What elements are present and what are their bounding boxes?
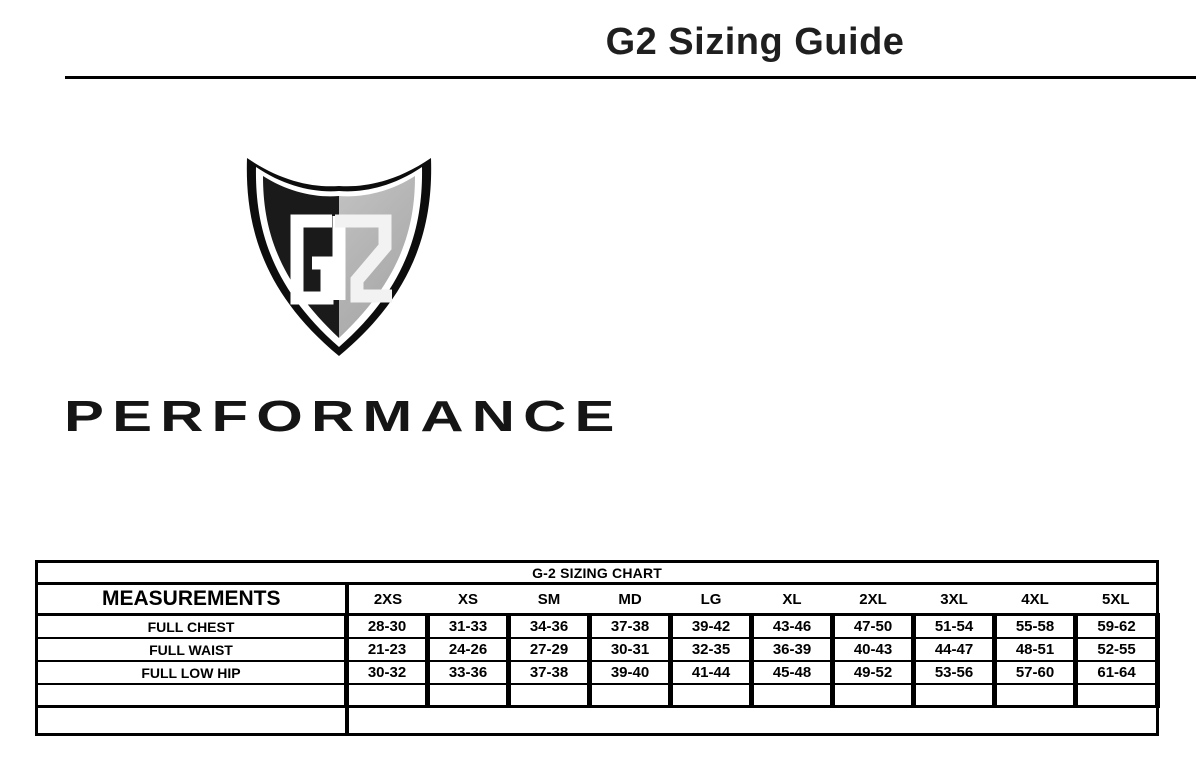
size-value: 59-62 — [1076, 615, 1158, 639]
header-divider — [65, 76, 1196, 79]
size-value: 57-60 — [995, 661, 1076, 684]
footer-empty-cell — [347, 707, 1158, 735]
column-header-size: 5XL — [1076, 584, 1158, 615]
size-value: 39-42 — [671, 615, 752, 639]
column-header-measurements: MEASUREMENTS — [37, 584, 347, 615]
column-header-size: 2XL — [833, 584, 914, 615]
column-header-size: XL — [752, 584, 833, 615]
size-value: 30-32 — [347, 661, 428, 684]
size-value: 34-36 — [509, 615, 590, 639]
size-value: 47-50 — [833, 615, 914, 639]
size-value: 39-40 — [590, 661, 671, 684]
table-title: G-2 SIZING CHART — [37, 562, 1158, 584]
row-label-empty — [37, 707, 347, 735]
column-header-size: XS — [428, 584, 509, 615]
column-header-size: LG — [671, 584, 752, 615]
column-header-size: MD — [590, 584, 671, 615]
size-value: 43-46 — [752, 615, 833, 639]
row-label-empty — [37, 684, 347, 707]
size-value: 53-56 — [914, 661, 995, 684]
size-value: 41-44 — [671, 661, 752, 684]
size-value: 27-29 — [509, 638, 590, 661]
sizing-chart — [35, 560, 1160, 736]
table-title-row — [37, 562, 1158, 584]
table-row-footer-empty — [37, 707, 1158, 735]
size-value: 48-51 — [995, 638, 1076, 661]
table-row-full-chest — [37, 615, 1158, 639]
size-value: 21-23 — [347, 638, 428, 661]
row-label: FULL LOW HIP — [37, 661, 347, 684]
size-value: 45-48 — [752, 661, 833, 684]
size-value: 32-35 — [671, 638, 752, 661]
page-title: G2 Sizing Guide — [605, 21, 905, 63]
table-row-full-low-hip — [37, 661, 1158, 684]
size-value: 37-38 — [590, 615, 671, 639]
brand-wordmark: PERFORMANCE — [64, 392, 623, 441]
row-label: FULL CHEST — [37, 615, 347, 639]
size-value: 33-36 — [428, 661, 509, 684]
column-header-size: 3XL — [914, 584, 995, 615]
size-value: 49-52 — [833, 661, 914, 684]
column-header-size: 4XL — [995, 584, 1076, 615]
column-header-size: SM — [509, 584, 590, 615]
size-value: 36-39 — [752, 638, 833, 661]
table-row-empty — [37, 684, 1158, 707]
size-value: 61-64 — [1076, 661, 1158, 684]
size-value: 37-38 — [509, 661, 590, 684]
sizing-chart-table — [35, 560, 1160, 736]
table-row-full-waist — [37, 638, 1158, 661]
size-value: 30-31 — [590, 638, 671, 661]
size-value: 24-26 — [428, 638, 509, 661]
g2-shield-logo — [235, 150, 443, 360]
table-header-row — [37, 584, 1158, 615]
size-value: 28-30 — [347, 615, 428, 639]
size-value: 51-54 — [914, 615, 995, 639]
size-value: 40-43 — [833, 638, 914, 661]
size-value: 31-33 — [428, 615, 509, 639]
size-value: 55-58 — [995, 615, 1076, 639]
size-value: 44-47 — [914, 638, 995, 661]
column-header-size: 2XS — [347, 584, 428, 615]
size-value: 52-55 — [1076, 638, 1158, 661]
row-label: FULL WAIST — [37, 638, 347, 661]
